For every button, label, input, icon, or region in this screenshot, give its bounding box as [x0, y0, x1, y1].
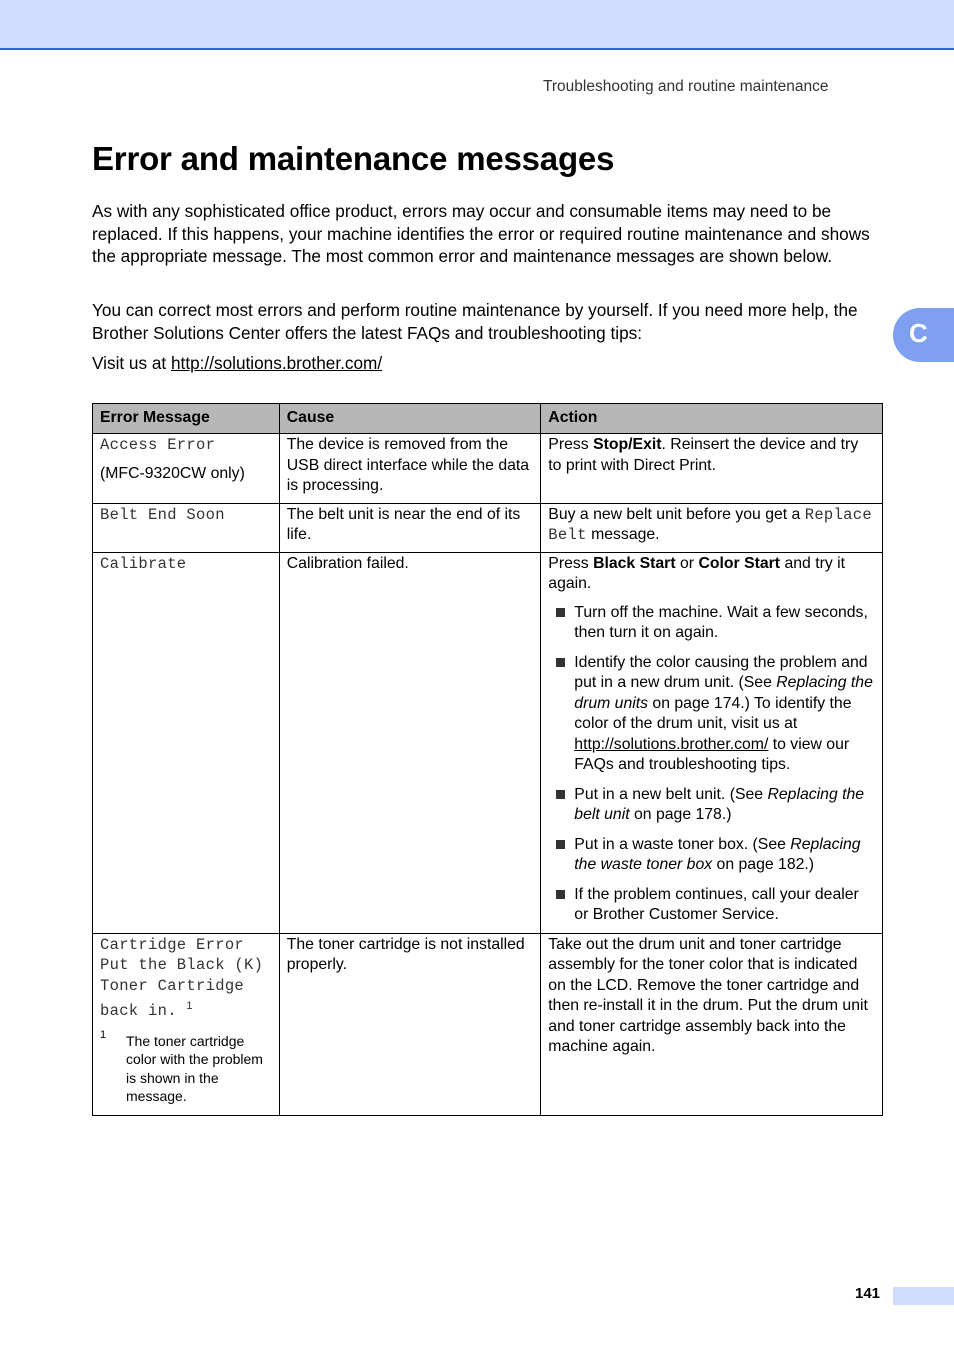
footnote [100, 1028, 272, 1106]
error-message-cell [93, 503, 280, 552]
square-bullet-icon [556, 608, 565, 617]
action-text: and try it again. [548, 554, 846, 592]
column-header-cause: Cause [279, 404, 541, 434]
black-start-key: Black Start [593, 554, 676, 572]
column-header-error-message: Error Message [93, 404, 280, 434]
error-message-line [100, 996, 272, 1022]
cause-cell: Calibration failed. [279, 552, 541, 933]
error-message-cell [93, 933, 280, 1115]
action-text: message. [586, 526, 660, 543]
action-intro [548, 554, 875, 595]
error-message-text: back in. [100, 1002, 177, 1021]
square-bullet-icon [556, 790, 565, 799]
footnote-marker: 1 [186, 1000, 193, 1012]
chapter-tab[interactable] [893, 308, 954, 362]
cause-cell: The toner cartridge is not installed properly. [279, 933, 541, 1115]
action-text: or [675, 554, 699, 572]
error-message-text: Calibrate [100, 554, 187, 573]
error-message-cell [93, 434, 280, 504]
cause-cell: The device is removed from the USB direct interface while the data is processing. [279, 434, 541, 504]
action-cell [541, 552, 883, 933]
action-cell: Take out the drum unit and toner cartridge assembly for the toner color that is indicated on the LCD. Remove the toner cartridge and then re-install it in the drum. Put the drum unit and toner cartridge assembly back into the machine again. [541, 933, 883, 1115]
page-title: Error and maintenance messages [92, 140, 615, 177]
running-header: Troubleshooting and routine maintenance [543, 78, 829, 95]
table-row-belt-end-soon [93, 503, 883, 552]
solutions-center-link[interactable]: http://solutions.brother.com/ [170, 353, 383, 373]
bullet-text: to view our FAQs and troubleshooting tips. [574, 735, 850, 773]
chapter-letter: C [909, 318, 928, 348]
error-message-line: Cartridge Error [100, 935, 245, 954]
action-text: Buy a new belt unit before you get a [548, 505, 805, 523]
list-item [548, 835, 875, 876]
error-message-line: Toner Cartridge [100, 976, 245, 995]
bullet-text: on page 182.) [712, 856, 815, 873]
visit-prefix: Visit us at [92, 353, 171, 373]
square-bullet-icon [556, 840, 565, 849]
action-text: . Reinsert the device and try to print with Direct Print. [548, 436, 859, 474]
cross-reference: Replacing the drum units [574, 674, 873, 712]
action-text: Press [548, 554, 594, 572]
table-header-row [93, 404, 883, 434]
action-text: Press [548, 436, 594, 453]
error-message-line: Put the Black (K) [100, 956, 264, 974]
list-item [548, 885, 875, 926]
square-bullet-icon [556, 890, 565, 899]
intro-paragraph-2: You can correct most errors and perform routine maintenance by yourself. If you need more help, the Brother Solutions Center offers the latest FAQs and troubleshooting tips: [92, 300, 858, 343]
lcd-message: Replace Belt [548, 505, 872, 544]
bullet-text: Put in a new belt unit. (See [574, 785, 768, 803]
bullet-text: Turn off the machine. Wait a few seconds, then turn it on again. [574, 603, 868, 641]
top-header-band [0, 0, 954, 50]
table-row-cartridge-error [93, 933, 883, 1115]
error-message-text: Belt End Soon [100, 505, 225, 524]
bullet-text: If the problem continues, call your dealer or Brother Customer Service. [574, 885, 859, 923]
solutions-center-link[interactable]: http://solutions.brother.com/ [574, 735, 769, 753]
action-cell [541, 503, 883, 552]
intro-paragraph-1: As with any sophisticated office product, errors may occur and consumable items may need to be replaced. If this happens, your machine identifies the error or required routine maintenance and shows the appropriate message. The most common error and maintenance messages are shown below. [92, 201, 870, 266]
model-note: (MFC-9320CW only) [100, 464, 245, 482]
bullet-text: on page 178.) [629, 806, 732, 823]
cross-reference: Replacing the belt unit [574, 785, 865, 823]
color-start-key: Color Start [698, 554, 781, 572]
bullet-text: on page 174.) To identify the color of the drum unit, visit us at [574, 694, 852, 732]
page-number-tab [893, 1287, 954, 1305]
action-cell [541, 434, 883, 504]
cross-reference: Replacing the waste toner box [574, 835, 861, 873]
list-item [548, 603, 875, 644]
column-header-action: Action [541, 404, 883, 434]
list-item [548, 785, 875, 826]
error-message-text: Access Error [100, 436, 216, 454]
table-row-access-error [93, 434, 883, 504]
visit-line [92, 352, 882, 375]
footnote-number: 1 [100, 1028, 107, 1041]
stop-exit-key: Stop/Exit [593, 436, 662, 453]
action-bullet-list [548, 603, 875, 926]
bullet-text: Identify the color causing the problem and put in a new drum unit. (See [574, 653, 868, 691]
cause-cell: The belt unit is near the end of its life. [279, 503, 541, 552]
list-item [548, 653, 875, 776]
bullet-text: Put in a waste toner box. (See [574, 835, 791, 853]
square-bullet-icon [556, 658, 565, 667]
footnote-text: The toner cartridge color with the problem is shown in the message. [126, 1032, 263, 1105]
table-row-calibrate [93, 552, 883, 933]
error-message-cell [93, 552, 280, 933]
error-messages-table [92, 403, 883, 1116]
page-number: 141 [855, 1285, 881, 1302]
